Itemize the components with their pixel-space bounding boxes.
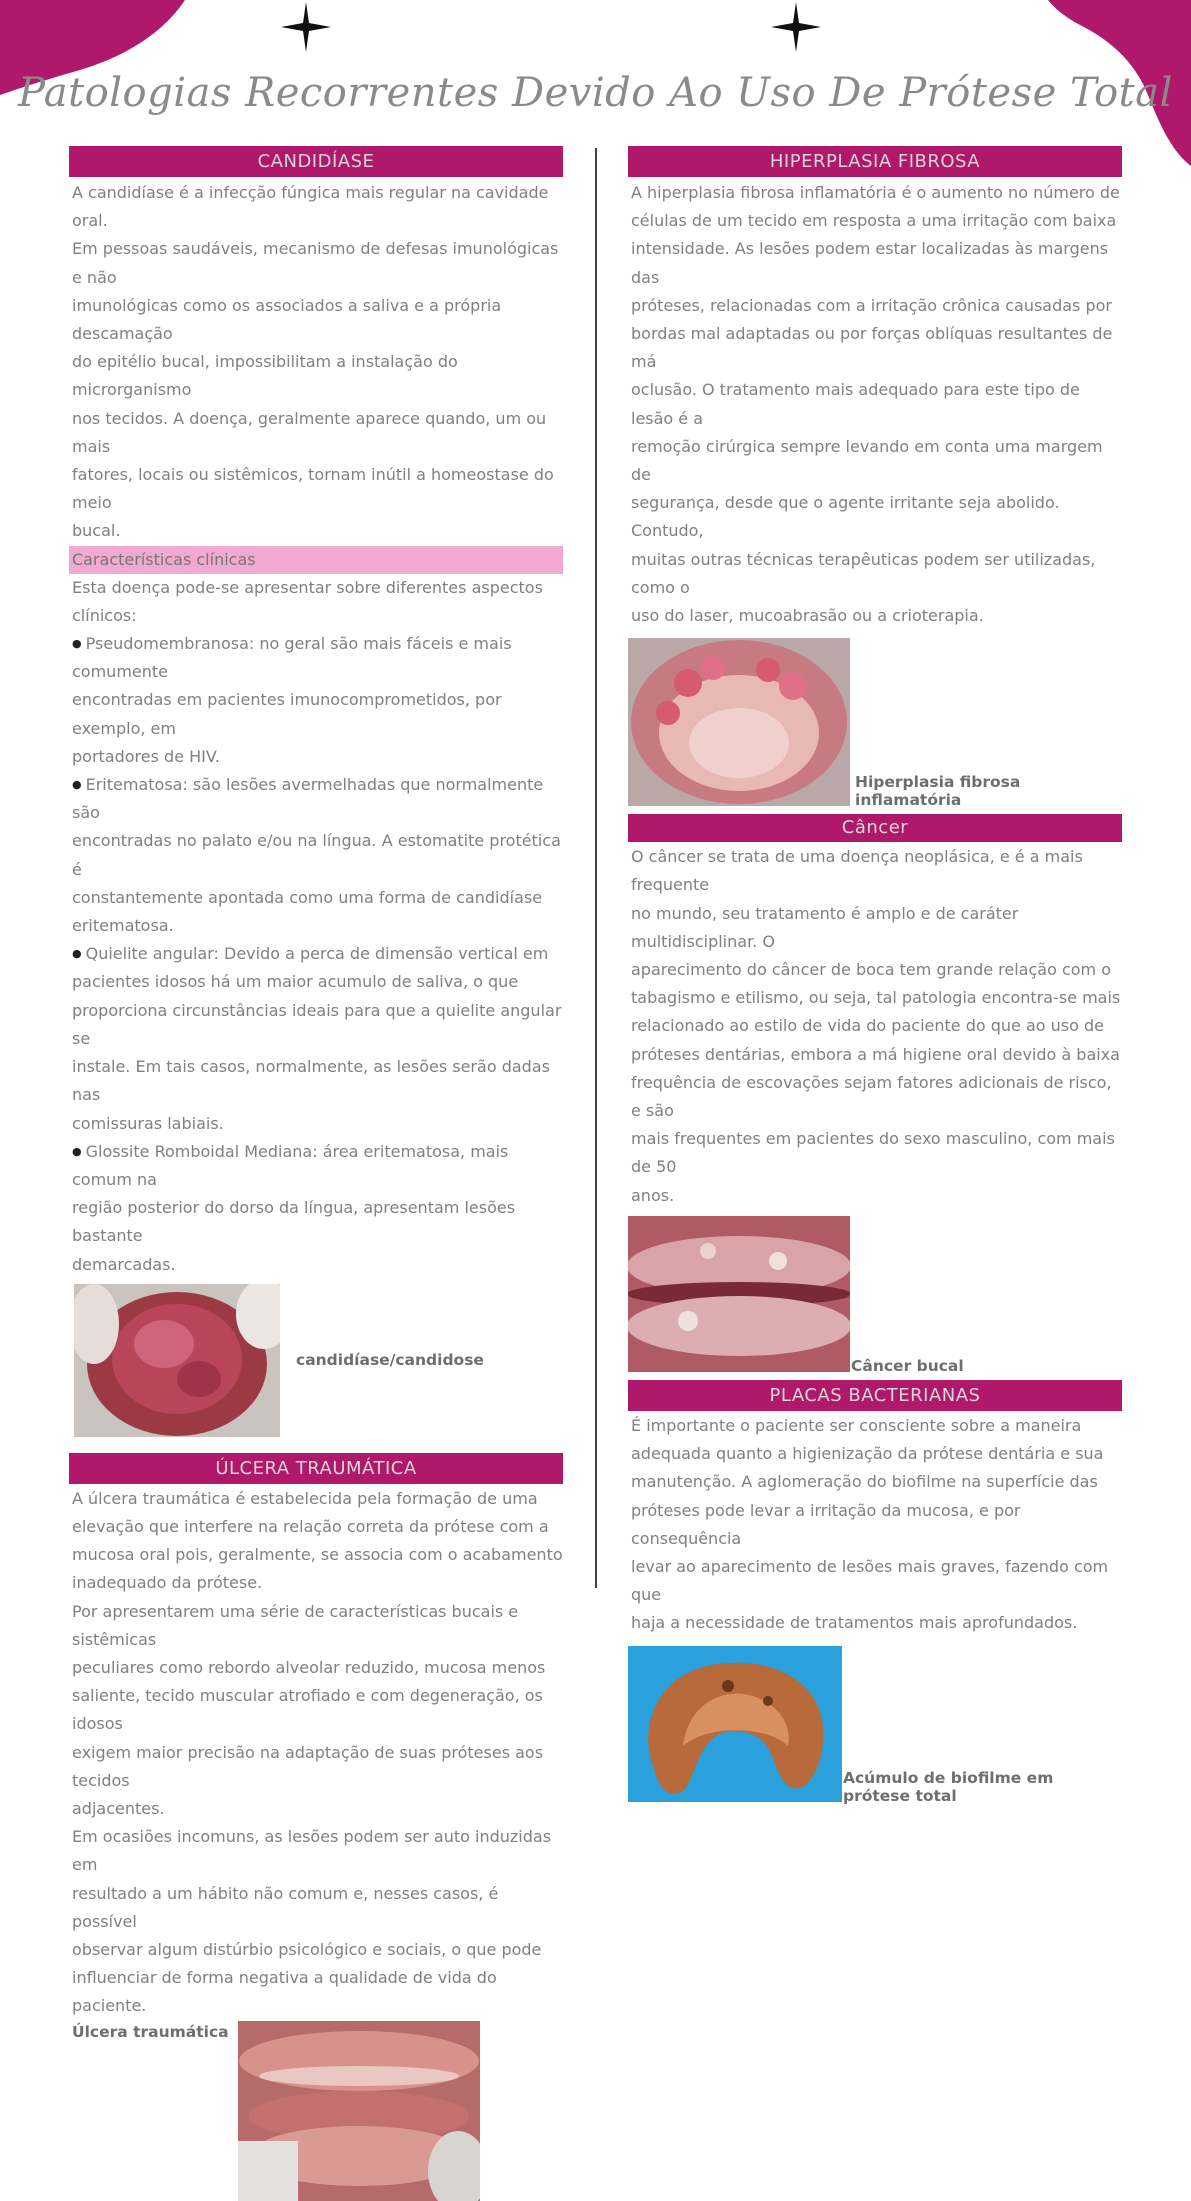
text-line: Esta doença pode-se apresentar sobre diferentes aspectos <box>72 577 543 597</box>
text-line: segurança, desde que o agente irritante seja abolido. Contudo, <box>631 493 1060 541</box>
text-line: proporciona circunstâncias ideais para que a quielite angular se <box>72 1000 562 1048</box>
text-line: comissuras labiais. <box>72 1113 224 1133</box>
text-line: clínicos: <box>72 605 137 625</box>
text-line: bordas mal adaptadas ou por forças oblíquas resultantes de má <box>631 324 1113 372</box>
figure-caption: candidíase/candidose <box>296 1351 484 1370</box>
text-line: encontradas em pacientes imunocomprometidos, por exemplo, em <box>72 690 502 738</box>
text-line: próteses pode levar a irritação da mucosa, e por consequência <box>631 1500 1021 1548</box>
text-line: região posterior do dorso da língua, apresentam lesões bastante <box>72 1198 516 1246</box>
text-line: adjacentes. <box>72 1798 165 1818</box>
bullet-line: ● Quielite angular: Devido a perca de dimensão vertical em <box>69 940 563 968</box>
text-line: saliente, tecido muscular atrofiado e com degeneração, os idosos <box>72 1686 543 1734</box>
text-line: observar algum distúrbio psicológico e sociais, o que pode <box>72 1939 542 1959</box>
text-line: próteses dentárias, embora a má higiene oral devido à baixa <box>631 1044 1120 1064</box>
figure-caption: Acúmulo de biofilme em prótese total <box>843 1768 1054 1805</box>
text-line: levar ao aparecimento de lesões mais graves, fazendo com que <box>631 1556 1109 1605</box>
text-line: instale. Em tais casos, normalmente, as lesões serão dadas nas <box>72 1057 550 1105</box>
text-line: anos. <box>631 1185 675 1205</box>
text-line: demarcadas. <box>72 1254 176 1274</box>
text-line: uso do laser, mucoabrasão ou a crioterapia. <box>631 606 984 626</box>
section-header-placas: PLACAS BACTERIANAS <box>628 1380 1122 1411</box>
column-divider <box>595 148 597 1588</box>
text-line: mais frequentes em pacientes do sexo masculino, com mais de 50 <box>631 1129 1115 1177</box>
text-line: intensidade. As lesões podem estar localizadas às margens das <box>631 239 1109 287</box>
sparkle-icon <box>771 2 821 52</box>
text-line: Em pessoas saudáveis, mecanismo de defesas imunológicas e não <box>72 239 559 287</box>
text-line: portadores de HIV. <box>72 746 220 766</box>
text-line: remoção cirúrgica sempre levando em conta uma margem de <box>631 436 1103 485</box>
text-line: A hiperplasia fibrosa inflamatória é o aumento no número de <box>631 183 1120 202</box>
text-line: células de um tecido em resposta a uma irritação com baixa <box>631 211 1117 231</box>
page-title: Patologias Recorrentes Devido Ao Uso De Prótese Total <box>18 70 1173 116</box>
subheader-caracteristicas: Características clínicas <box>69 546 563 574</box>
section-header-cancer: Câncer <box>628 814 1122 842</box>
cancer-photo <box>628 1216 850 1372</box>
text-line: A candidíase é a infecção fúngica mais regular na cavidade oral. <box>72 183 549 231</box>
text-line: O câncer se trata de uma doença neoplásica, e é a mais frequente <box>631 847 1083 895</box>
text-line: bucal. <box>72 521 121 541</box>
text-line: constantemente apontada como uma forma de candidíase <box>72 887 543 907</box>
right-column <box>628 146 1122 1805</box>
text-line: peculiares como rebordo alveolar reduzido, mucosa menos <box>72 1657 546 1677</box>
text-line: exigem maior precisão na adaptação de suas próteses aos tecidos <box>72 1742 544 1790</box>
text-line: tabagismo e etilismo, ou seja, tal patologia encontra-se mais <box>631 988 1121 1008</box>
text-line: elevação que interfere na relação correta da prótese com a <box>72 1516 549 1536</box>
figure-caption: Hiperplasia fibrosa inflamatória <box>855 773 1021 810</box>
text-line: adequada quanto a higienização da prótese dentária e sua <box>631 1444 1104 1464</box>
bullet-line: ● Glossite Romboidal Mediana: área eritematosa, mais comum na <box>69 1138 563 1194</box>
text-line: relacionado ao estilo de vida do paciente do que ao uso de <box>631 1016 1104 1036</box>
section-header-ulcera: ÚLCERA TRAUMÁTICA <box>69 1453 563 1484</box>
section-header-candidiase: CANDIDÍASE <box>69 146 563 177</box>
bullet-line: ● Eritematosa: são lesões avermelhadas que normalmente são <box>69 771 563 827</box>
text-line: eritematosa. <box>72 916 174 936</box>
text-line: influenciar de forma negativa a qualidade de vida do paciente. <box>72 1968 497 2016</box>
text-line: Em ocasiões incomuns, as lesões podem ser auto induzidas em <box>72 1827 552 1875</box>
text-line: imunológicas como os associados a saliva e a própria descamação <box>72 295 502 344</box>
text-line: Por apresentarem uma série de características bucais e sistêmicas <box>72 1601 519 1649</box>
text-line: no mundo, seu tratamento é amplo e de caráter multidisciplinar. O <box>631 903 1019 951</box>
figure-caption: Úlcera traumática <box>72 2022 229 2041</box>
text-line: pacientes idosos há um maior acumulo de saliva, o que <box>72 972 519 992</box>
biofilme-photo <box>628 1646 842 1802</box>
section-header-hiperplasia: HIPERPLASIA FIBROSA <box>628 146 1122 177</box>
text-line: resultado a um hábito não comum e, nesses casos, é possível <box>72 1883 499 1931</box>
text-line: frequência de escovações sejam fatores adicionais de risco, e são <box>631 1072 1112 1121</box>
text-line: oclusão. O tratamento mais adequado para este tipo de lesão é a <box>631 380 1080 428</box>
left-column <box>69 146 563 2201</box>
text-line: próteses, relacionadas com a irritação crônica causadas por <box>631 295 1112 315</box>
text-line: muitas outras técnicas terapêuticas podem ser utilizadas, como o <box>631 549 1096 597</box>
text-line: A úlcera traumática é estabelecida pela formação de uma <box>72 1488 538 1508</box>
text-line: aparecimento do câncer de boca tem grande relação com o <box>631 960 1111 980</box>
text-line: mucosa oral pois, geralmente, se associa com o acabamento <box>72 1545 563 1565</box>
text-line: encontradas no palato e/ou na língua. A estomatite protética é <box>72 831 561 879</box>
ulcera-photo <box>238 2021 480 2201</box>
text-line: É importante o paciente ser consciente sobre a maneira <box>631 1415 1082 1435</box>
figure-caption: Câncer bucal <box>851 1356 964 1375</box>
sparkle-icon <box>281 2 331 52</box>
text-line: fatores, locais ou sistêmicos, tornam inútil a homeostase do meio <box>72 465 554 513</box>
candidiase-photo <box>74 1284 280 1437</box>
text-line: nos tecidos. A doença, geralmente aparece quando, um ou mais <box>72 408 547 456</box>
hiperplasia-photo <box>628 638 850 806</box>
text-line: inadequado da prótese. <box>72 1573 263 1593</box>
bullet-line: ● Pseudomembranosa: no geral são mais fáceis e mais comumente <box>69 630 563 686</box>
text-line: manutenção. A aglomeração do biofilme na superfície das <box>631 1472 1098 1492</box>
text-line: haja a necessidade de tratamentos mais aprofundados. <box>631 1613 1078 1633</box>
text-line: do epitélio bucal, impossibilitam a instalação do microrganismo <box>72 352 458 400</box>
